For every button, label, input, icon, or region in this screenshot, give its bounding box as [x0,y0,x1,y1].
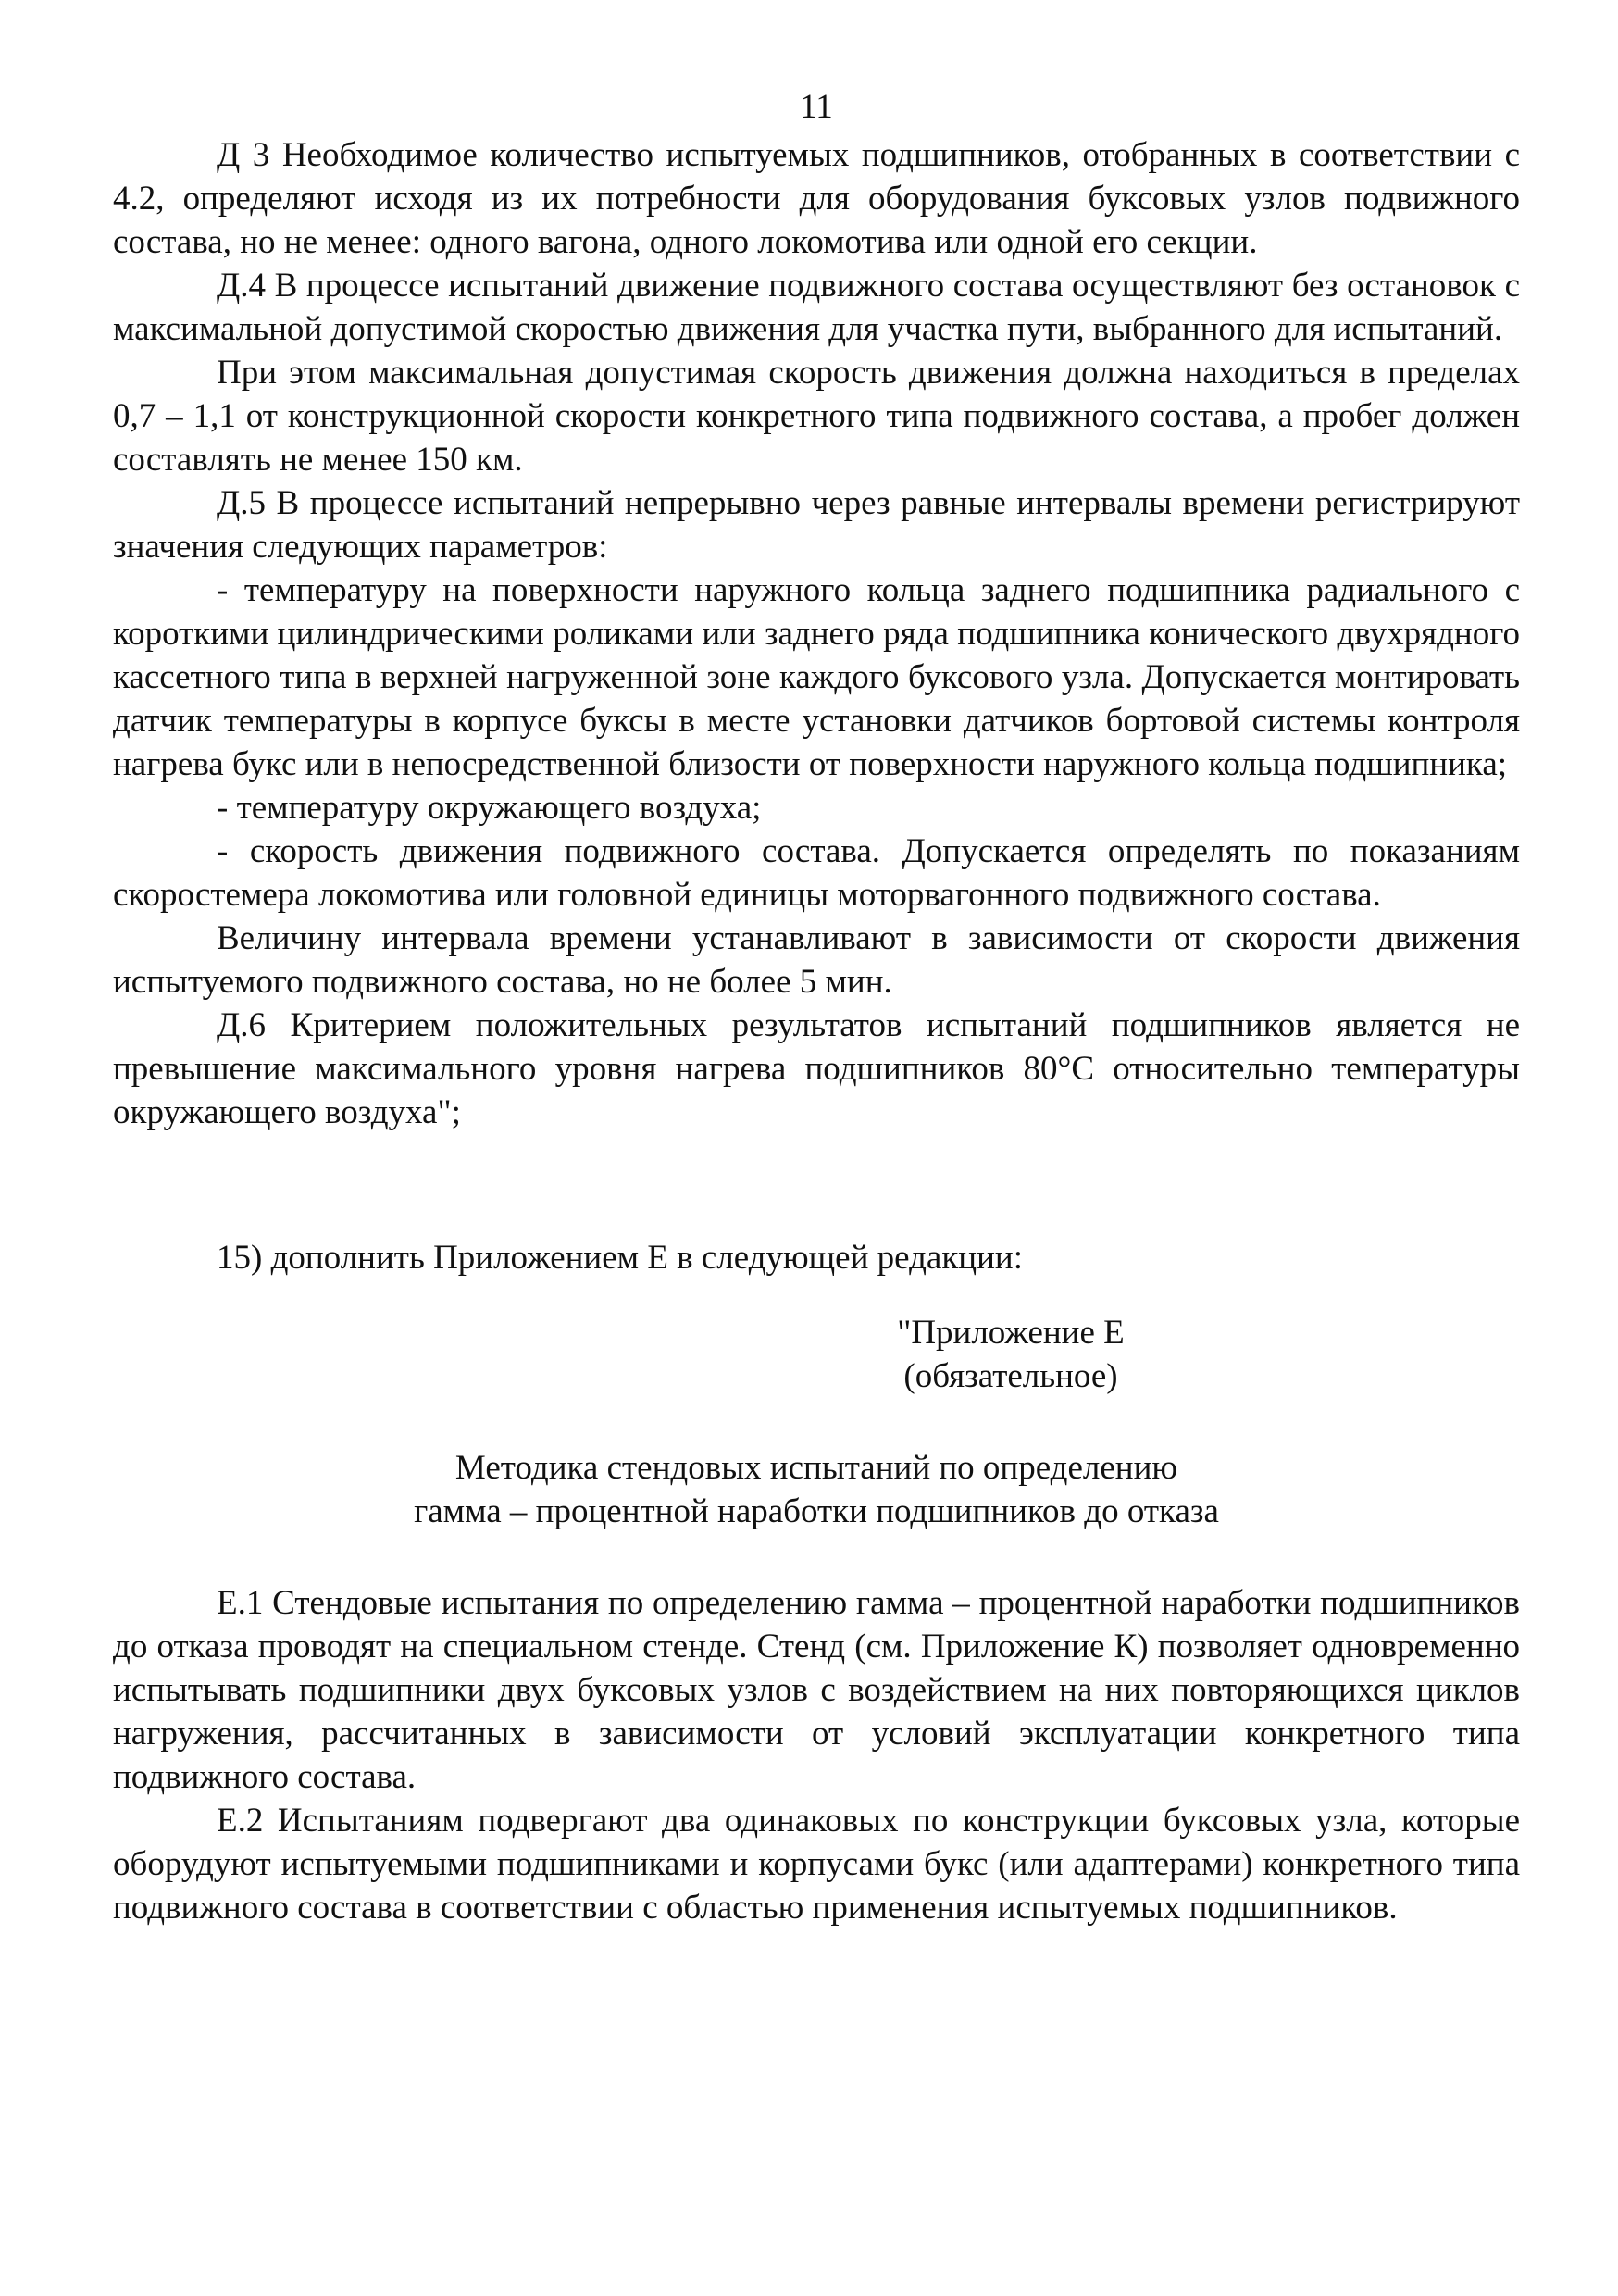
amendment-line: 15) дополнить Приложением Е в следующей редакции: [217,1239,1023,1277]
paragraph-e1: Е.1 Стендовые испытания по определению гамма – процентной наработки подшипников до отказа проводят на специальном стенде. Стенд (см. Приложение К) позволяет одновременно испытывать подшипники двух буксовых узлов с воздействием на них повторяющихся циклов нагружения, рассчитанных в зависимости от условий эксплуатации конкретного типа подвижного состава. [113,1584,1520,1796]
paragraph-d4: Д.4 В процессе испытаний движение подвижного состава осуществляют без остановок с максимальной допустимой скоростью движения для участка пути, выбранного для испытаний. [113,267,1520,348]
spacer [113,1398,1520,1446]
spacer [113,1279,1520,1311]
paragraph-d3: Д 3 Необходимое количество испытуемых подшипников, отобранных в соответствии с 4.2, определяют исходя из их потребности для оборудования буксовых узлов подвижного состава, но не менее: одного вагона, одного локомотива или одной его секции. [113,136,1520,261]
list-item-bearing-temperature: - температуру на поверхности наружного кольца заднего подшипника радиального с короткими цилиндрическими роликами или заднего ряда подшипника конического двухрядного кассетного типа в верхней нагруженной зоне каждого буксового узла. Допускается монтировать датчик температуры в корпусе буксы в месте установки датчиков бортовой системы контроля нагрева букс или в непосредственной близости от поверхности наружного кольца подшипника; [113,571,1520,783]
spacer [113,1134,1520,1236]
paragraph-speed-limit: При этом максимальная допустимая скорость движения должна находиться в пределах 0,7 – 1,1 от конструкционной скорости конкретного типа подвижного состава, а пробег должен составлять не менее 150 км. [113,354,1520,479]
paragraph-interval: Величину интервала времени устанавливают в зависимости от скорости движения испытуемого подвижного состава, но не более 5 мин. [113,919,1520,1001]
paragraph-d5: Д.5 В процессе испытаний непрерывно через равные интервалы времени регистрируют значения следующих параметров: [113,484,1520,566]
appendix-title: "Приложение Е [897,1314,1125,1352]
paragraph-d6: Д.6 Критерием положительных результатов испытаний подшипников является не превышение максимального уровня нагрева подшипников 80°С относительно температуры окружающего воздуха"; [113,1006,1520,1131]
document-page [113,85,1520,1929]
paragraph-e2: Е.2 Испытаниям подвергают два одинаковых по конструкции буксовых узла, которые оборудуют испытуемыми подшипниками и корпусами букс (или адаптерами) конкретного типа подвижного состава в соответствии с областью применения испытуемых подшипников. [113,1802,1520,1927]
list-item-ambient-temperature: - температуру окружающего воздуха; [217,789,762,827]
page-number: 11 [800,88,833,126]
list-item-speed: - скорость движения подвижного состава. Допускается определять по показаниям скоростемера локомотива или головной единицы моторвагонного подвижного состава. [113,832,1520,914]
method-title-line2: гамма – процентной наработки подшипников до отказа [414,1492,1219,1530]
spacer [113,1533,1520,1581]
method-title-line1: Методика стендовых испытаний по определению [454,1449,1178,1487]
appendix-status: (обязательное) [903,1357,1118,1395]
